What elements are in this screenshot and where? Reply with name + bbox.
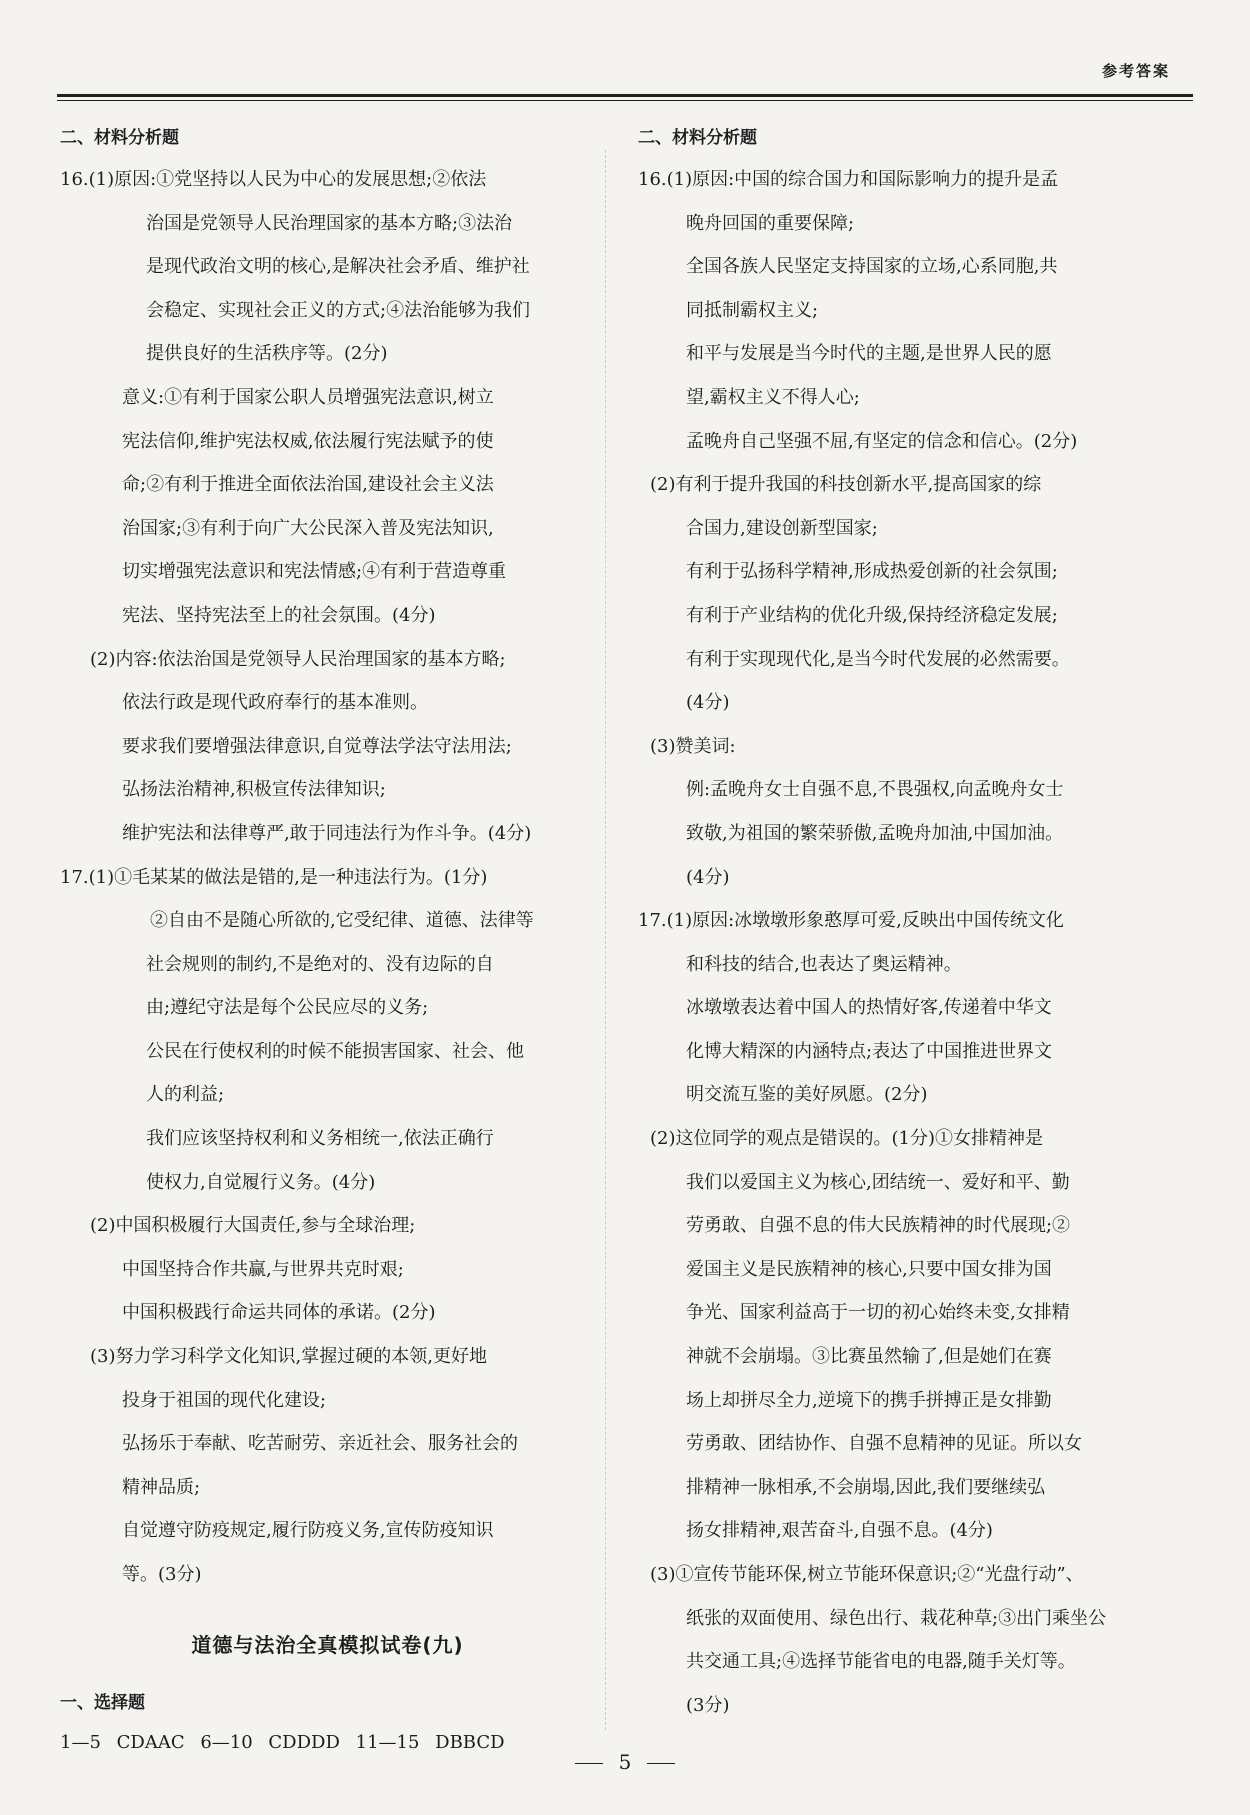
answer-line: (3分) — [686, 1694, 730, 1716]
answer-line: 和科技的结合,也表达了奥运精神。 — [686, 953, 962, 975]
answer-line: 命;②有利于推进全面依法治国,建设社会主义法 — [122, 474, 494, 496]
answer-line: 等。(3分) — [122, 1564, 202, 1585]
answer-line: 我们应该坚持权利和义务相统一,依法正确行 — [146, 1128, 494, 1150]
answer-line: 自觉遵守防疫规定,履行防疫义务,宣传防疫知识 — [122, 1520, 494, 1542]
left-answer-lines — [60, 158, 595, 1597]
answer-line: 要求我们要增强法律意识,自觉尊法学法守法用法; — [122, 735, 512, 757]
answer-line: 有利于实现现代化,是当今时代发展的必然需要。 — [686, 648, 1070, 670]
answer-line: 宪法信仰,维护宪法权威,依法履行宪法赋予的使 — [122, 430, 494, 452]
answer-line: 弘扬法治精神,积极宣传法律知识; — [122, 779, 386, 801]
answer-line: 孟晚舟自己坚强不屈,有坚定的信念和信心。(2分) — [686, 430, 1078, 452]
answer-line: 会稳定、实现社会正义的方式;④法治能够为我们 — [146, 299, 531, 321]
answer-line: 争光、国家利益高于一切的初心始终未变,女排精 — [686, 1302, 1070, 1324]
answer-line: 17.(1)原因:冰墩墩形象憨厚可爱,反映出中国传统文化 — [638, 910, 1064, 932]
answer-line: 扬女排精神,艰苦奋斗,自强不息。(4分) — [686, 1520, 993, 1542]
choice-answers: 1—5 CDAAC 6—10 CDDDD 11—15 DBBCD — [60, 1731, 505, 1753]
header-tag: 参考答案 — [1101, 62, 1170, 80]
answer-line: 社会规则的制约,不是绝对的、没有边际的自 — [146, 953, 494, 975]
answer-line: 16.(1)原因:中国的综合国力和国际影响力的提升是孟 — [638, 169, 1059, 190]
answer-line: 是现代政治文明的核心,是解决社会矛盾、维护社 — [146, 256, 530, 278]
answer-line: (2)内容:依法治国是党领导人民治理国家的基本方略; — [90, 648, 506, 670]
answer-line: 中国坚持合作共赢,与世界共克时艰; — [122, 1258, 404, 1280]
page-footer — [0, 1750, 1250, 1774]
answer-line: 致敬,为祖国的繁荣骄傲,孟晚舟加油,中国加油。 — [686, 822, 1064, 844]
answer-line: 同抵制霸权主义; — [686, 299, 819, 321]
answer-line: (3)①宣传节能环保,树立节能环保意识;②“光盘行动”、 — [650, 1564, 1084, 1585]
answer-line: 弘扬乐于奉献、吃苦耐劳、亲近社会、服务社会的 — [122, 1433, 518, 1455]
footer-dash-right — [647, 1763, 675, 1764]
left-column — [60, 118, 595, 1763]
choice-section-title: 一、选择题 — [60, 1692, 145, 1713]
footer-dash-left — [575, 1763, 603, 1764]
answer-line: (2)有利于提升我国的科技创新水平,提高国家的综 — [650, 474, 1042, 496]
answer-line: 16.(1)原因:①党坚持以人民为中心的发展思想;②依法 — [60, 169, 487, 190]
right-column — [638, 118, 1183, 1727]
answer-line: 冰墩墩表达着中国人的热情好客,传递着中华文 — [686, 997, 1052, 1019]
answer-line: (2)这位同学的观点是错误的。(1分)①女排精神是 — [650, 1128, 1043, 1150]
answer-line: 神就不会崩塌。③比赛虽然输了,但是她们在赛 — [686, 1346, 1052, 1368]
answer-line: 合国力,建设创新型国家; — [686, 517, 878, 539]
answer-line: 由;遵纪守法是每个公民应尽的义务; — [146, 997, 429, 1019]
answer-line: 精神品质; — [122, 1476, 201, 1498]
answer-line: 化博大精深的内涵特点;表达了中国推进世界文 — [686, 1040, 1053, 1062]
header-rule — [57, 94, 1193, 97]
section-title: 二、材料分析题 — [638, 128, 757, 148]
answer-line: 共交通工具;④选择节能省电的电器,随手关灯等。 — [686, 1651, 1076, 1673]
answer-line: 维护宪法和法律尊严,敢于同违法行为作斗争。(4分) — [122, 822, 532, 844]
page-number: 5 — [618, 1750, 632, 1774]
column-divider — [605, 150, 606, 1730]
answer-line: 治国家;③有利于向广大公民深入普及宪法知识, — [122, 517, 494, 539]
answer-line: 和平与发展是当今时代的主题,是世界人民的愿 — [686, 343, 1052, 365]
answer-line: (4分) — [686, 692, 730, 714]
answer-line: (2)中国积极履行大国责任,参与全球治理; — [90, 1215, 416, 1237]
section-title: 二、材料分析题 — [60, 128, 179, 148]
answer-line: 我们以爱国主义为核心,团结统一、爱好和平、勤 — [686, 1171, 1070, 1193]
answer-line: (3)努力学习科学文化知识,掌握过硬的本领,更好地 — [90, 1346, 487, 1368]
answer-line: 投身于祖国的现代化建设; — [122, 1389, 327, 1411]
answer-line: 爱国主义是民族精神的核心,只要中国女排为国 — [686, 1258, 1052, 1280]
right-answer-lines — [638, 158, 1183, 1727]
answer-line: 劳勇敢、团结协作、自强不息精神的见证。所以女 — [686, 1433, 1082, 1455]
answer-line: 有利于弘扬科学精神,形成热爱创新的社会氛围; — [686, 561, 1058, 583]
answer-line: 纸张的双面使用、绿色出行、栽花种草;③出门乘坐公 — [686, 1607, 1107, 1629]
answer-line: 场上却拼尽全力,逆境下的携手拼搏正是女排勤 — [686, 1389, 1052, 1411]
answer-line: ②自由不是随心所欲的,它受纪律、道德、法律等 — [150, 910, 534, 932]
test-title: 道德与法治全真模拟试卷(九) — [191, 1632, 464, 1657]
answer-line: (4分) — [686, 866, 730, 888]
answer-line: 晚舟回国的重要保障; — [686, 212, 855, 234]
answer-line: 依法行政是现代政府奉行的基本准则。 — [122, 692, 428, 714]
header-rule-thin — [57, 100, 1193, 101]
answer-line: 望,霸权主义不得人心; — [686, 386, 860, 408]
answer-line: 有利于产业结构的优化升级,保持经济稳定发展; — [686, 604, 1058, 626]
answer-line: (3)赞美词: — [650, 735, 736, 757]
answer-line: 意义:①有利于国家公职人员增强宪法意识,树立 — [122, 386, 494, 408]
answer-line: 明交流互鉴的美好夙愿。(2分) — [686, 1084, 928, 1106]
answer-line: 劳勇敢、自强不息的伟大民族精神的时代展现;② — [686, 1215, 1071, 1237]
answer-line: 全国各族人民坚定支持国家的立场,心系同胞,共 — [686, 256, 1058, 278]
answer-line: 中国积极践行命运共同体的承诺。(2分) — [122, 1302, 436, 1324]
answer-line: 公民在行使权利的时候不能损害国家、社会、他 — [146, 1040, 524, 1062]
answer-line: 治国是党领导人民治理国家的基本方略;③法治 — [146, 212, 513, 234]
answer-line: 排精神一脉相承,不会崩塌,因此,我们要继续弘 — [686, 1476, 1046, 1498]
answer-line: 使权力,自觉履行义务。(4分) — [146, 1171, 376, 1193]
answer-line: 人的利益; — [146, 1084, 225, 1106]
answer-line: 例:孟晚舟女士自强不息,不畏强权,向孟晚舟女士 — [686, 779, 1064, 801]
answer-line: 17.(1)①毛某某的做法是错的,是一种违法行为。(1分) — [60, 866, 488, 888]
answer-line: 切实增强宪法意识和宪法情感;④有利于营造尊重 — [122, 561, 507, 583]
answer-line: 宪法、坚持宪法至上的社会氛围。(4分) — [122, 604, 436, 626]
answer-line: 提供良好的生活秩序等。(2分) — [146, 343, 388, 365]
